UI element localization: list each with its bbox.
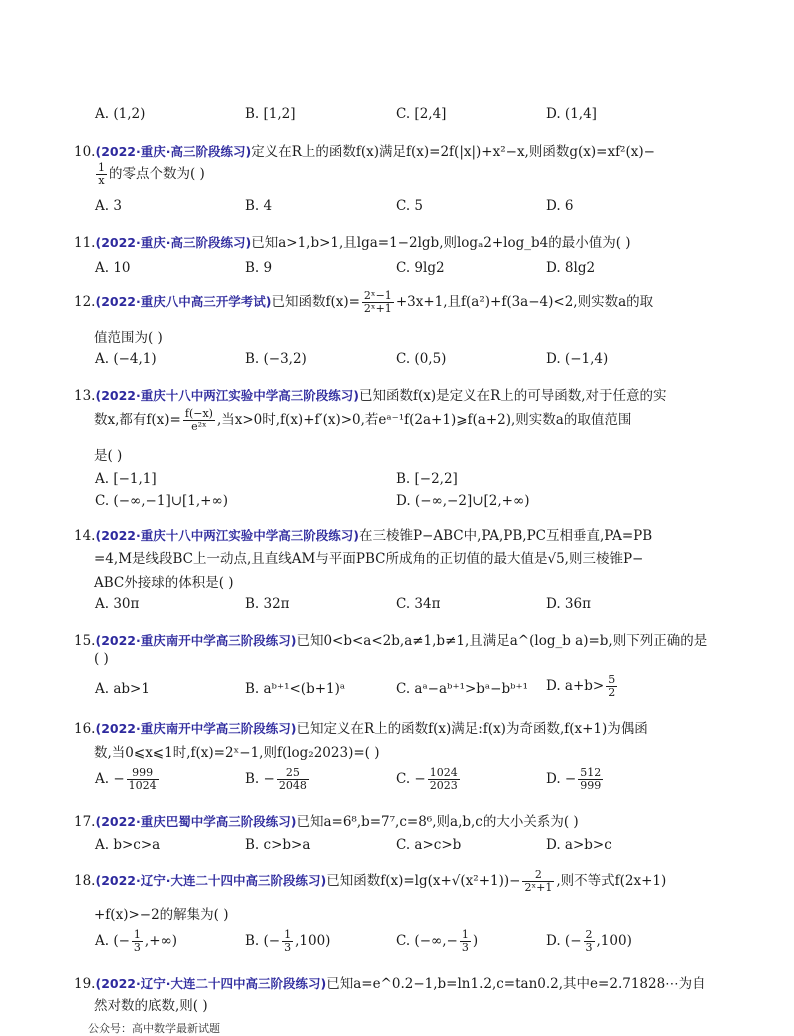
question-13-line3: 是( ) bbox=[94, 448, 123, 464]
fraction: $\frac{2}{\text{2ˣ+1}}$ bbox=[524, 868, 553, 894]
q16-option-c: C. − $\frac{1024}{2023}$ bbox=[396, 766, 458, 792]
question-number: 17. bbox=[74, 814, 96, 830]
q15-option-d: D. a+b> $\frac{5}{2}$ bbox=[546, 673, 616, 699]
question-18 bbox=[74, 869, 666, 894]
question-16 bbox=[74, 717, 648, 737]
question-stem: 已知函数f(x)=lg(x+√(x²+1))− bbox=[326, 873, 521, 889]
q13-option-d: D. (−∞,−2]∪[2,+∞) bbox=[396, 493, 530, 509]
question-10-line2 bbox=[94, 162, 205, 187]
question-11 bbox=[74, 231, 631, 251]
question-number: 19. bbox=[74, 976, 96, 992]
question-stem: 已知a>1,b>1,且lga=1−2lgb,则logₐ2+log_b4的最小值为( ) bbox=[251, 235, 631, 251]
question-number: 14. bbox=[74, 528, 96, 544]
question-14 bbox=[74, 524, 652, 544]
question-17 bbox=[74, 810, 579, 830]
q13-option-b: B. [−2,2] bbox=[396, 471, 458, 487]
q10-option-c: C. 5 bbox=[396, 198, 424, 214]
q12-option-c: C. (0,5) bbox=[396, 351, 447, 367]
q11-option-c: C. 9lg2 bbox=[396, 260, 445, 276]
source-tag: (2022·重庆·高三阶段练习) bbox=[95, 235, 252, 250]
question-18-line2: +f(x)>−2的解集为( ) bbox=[94, 907, 229, 923]
question-13 bbox=[74, 384, 667, 404]
question-12-line2: 值范围为( ) bbox=[94, 330, 163, 346]
q14-option-c: C. 34π bbox=[396, 596, 441, 612]
question-stem: 定义在R上的函数f(x)满足f(x)=2f(|x|)+x²−x,则函数g(x)=xf²(x)− bbox=[251, 144, 655, 160]
source-tag: (2022·辽宁·大连二十四中高三阶段练习) bbox=[95, 873, 327, 888]
question-stem-cont: ,当x>0时,f(x)+f′(x)>0,若eᵃ⁻¹f(2a+1)⩾f(a+2),则实数a的取值范围 bbox=[216, 412, 632, 428]
source-tag: (2022·重庆巴蜀中学高三阶段练习) bbox=[95, 814, 297, 829]
question-number: 18. bbox=[74, 873, 96, 889]
q16-option-a: A. − $\frac{999}{1024}$ bbox=[95, 766, 157, 792]
source-tag: (2022·重庆十八中两江实验中学高三阶段练习) bbox=[95, 388, 359, 403]
footer-watermark: 公众号：高中数学最新试题 bbox=[88, 1022, 220, 1035]
question-stem: 已知定义在R上的函数f(x)满足:f(x)为奇函数,f(x+1)为偶函 bbox=[296, 721, 648, 737]
question-13-line2 bbox=[94, 408, 631, 433]
q9-option-d: D. (1,4] bbox=[546, 106, 597, 122]
question-number: 11. bbox=[74, 235, 96, 251]
q16-option-d: D. − $\frac{512}{999}$ bbox=[546, 766, 602, 792]
q18-option-c: C. (−∞,− $\frac{1}{3}$ ) bbox=[396, 928, 479, 954]
question-number: 10. bbox=[74, 144, 96, 160]
source-tag: (2022·重庆十八中两江实验中学高三阶段练习) bbox=[95, 528, 359, 543]
q14-option-d: D. 36π bbox=[546, 596, 591, 612]
q10-option-b: B. 4 bbox=[245, 198, 273, 214]
q18-option-d: D. (− $\frac{2}{3}$ ,100) bbox=[546, 928, 632, 954]
question-stem-cont: ,则不等式f(2x+1) bbox=[556, 873, 667, 889]
q12-option-a: A. (−4,1) bbox=[95, 351, 157, 367]
q9-option-a: A. (1,2) bbox=[95, 106, 146, 122]
source-tag: (2022·重庆南开中学高三阶段练习) bbox=[95, 721, 297, 736]
question-stem: 已知函数f(x)是定义在R上的可导函数,对于任意的实 bbox=[358, 388, 667, 404]
fraction: $\frac{1}{x}$ bbox=[98, 161, 105, 187]
q18-option-b: B. (− $\frac{1}{3}$ ,100) bbox=[245, 928, 331, 954]
fraction: $\frac{f(-x)}{\text{e²ˣ}}$ bbox=[184, 407, 213, 433]
question-15-line2: ( ) bbox=[94, 651, 109, 667]
q11-option-b: B. 9 bbox=[245, 260, 273, 276]
q15-option-a: A. ab>1 bbox=[95, 681, 150, 697]
q10-option-a: A. 3 bbox=[95, 198, 122, 214]
q12-option-b: B. (−3,2) bbox=[245, 351, 307, 367]
question-number: 13. bbox=[74, 388, 96, 404]
question-14-line3: ABC外接球的体积是( ) bbox=[94, 575, 234, 591]
question-16-line2: 数,当0⩽x⩽1时,f(x)=2ˣ−1,则f(log₂2023)=( ) bbox=[94, 745, 380, 761]
q9-option-c: C. [2,4] bbox=[396, 106, 447, 122]
q11-option-a: A. 10 bbox=[95, 260, 131, 276]
q14-option-a: A. 30π bbox=[95, 596, 140, 612]
fraction: $\frac{\text{2ˣ−1}}{\text{2ˣ+1}}$ bbox=[363, 289, 392, 315]
question-number: 16. bbox=[74, 721, 96, 737]
question-10 bbox=[74, 140, 655, 160]
question-number: 15. bbox=[74, 633, 96, 649]
question-stem-cont: +3x+1,且f(a²)+f(3a−4)<2,则实数a的取 bbox=[395, 294, 654, 310]
question-stem: 的零点个数为( ) bbox=[109, 166, 205, 182]
q17-option-b: B. c>b>a bbox=[245, 837, 311, 853]
q10-option-d: D. 6 bbox=[546, 198, 574, 214]
q13-option-a: A. [−1,1] bbox=[95, 471, 157, 487]
source-tag: (2022·重庆·高三阶段练习) bbox=[95, 144, 252, 159]
q11-option-d: D. 8lg2 bbox=[546, 260, 596, 276]
q14-option-b: B. 32π bbox=[245, 596, 290, 612]
question-15 bbox=[74, 629, 707, 649]
q13-option-c: C. (−∞,−1]∪[1,+∞) bbox=[95, 493, 228, 509]
q9-option-b: B. [1,2] bbox=[245, 106, 296, 122]
source-tag: (2022·重庆南开中学高三阶段练习) bbox=[95, 633, 297, 648]
q18-option-a: A. (− $\frac{1}{3}$ ,+∞) bbox=[95, 928, 178, 954]
q17-option-c: C. a>c>b bbox=[396, 837, 462, 853]
question-19-line2: 然对数的底数,则( ) bbox=[94, 998, 208, 1014]
question-stem: 已知函数f(x)= bbox=[271, 294, 360, 310]
question-12 bbox=[74, 290, 653, 315]
q15-option-b: B. aᵇ⁺¹<(b+1)ᵃ bbox=[245, 681, 346, 697]
q17-option-a: A. b>c>a bbox=[95, 837, 161, 853]
question-stem: 数x,都有f(x)= bbox=[94, 412, 181, 428]
fraction: $\frac{5}{2}$ bbox=[608, 673, 616, 699]
question-number: 12. bbox=[74, 294, 96, 310]
question-stem: 已知a=e^0.2−1,b=ln1.2,c=tan0.2,其中e=2.71828⋯为自 bbox=[326, 976, 706, 992]
question-19 bbox=[74, 972, 706, 992]
question-stem: 在三棱锥P−ABC中,PA,PB,PC互相垂直,PA=PB bbox=[358, 528, 653, 544]
q15-option-c: C. aᵃ−aᵇ⁺¹>bᵃ−bᵇ⁺¹ bbox=[396, 681, 529, 697]
question-14-line2: =4,M是线段BC上一动点,且直线AM与平面PBC所成角的正切值的最大值是√5,则三棱锥P− bbox=[94, 551, 644, 567]
q16-option-b: B. − $\frac{25}{2048}$ bbox=[245, 766, 307, 792]
source-tag: (2022·重庆八中高三开学考试) bbox=[95, 294, 272, 309]
q12-option-d: D. (−1,4) bbox=[546, 351, 609, 367]
question-stem: 已知0<b<a<2b,a≠1,b≠1,且满足a^(log_b a)=b,则下列正确的是 bbox=[296, 633, 708, 649]
source-tag: (2022·辽宁·大连二十四中高三阶段练习) bbox=[95, 976, 327, 991]
q17-option-d: D. a>b>c bbox=[546, 837, 612, 853]
question-stem: 已知a=6⁸,b=7⁷,c=8⁶,则a,b,c的大小关系为( ) bbox=[296, 814, 579, 830]
